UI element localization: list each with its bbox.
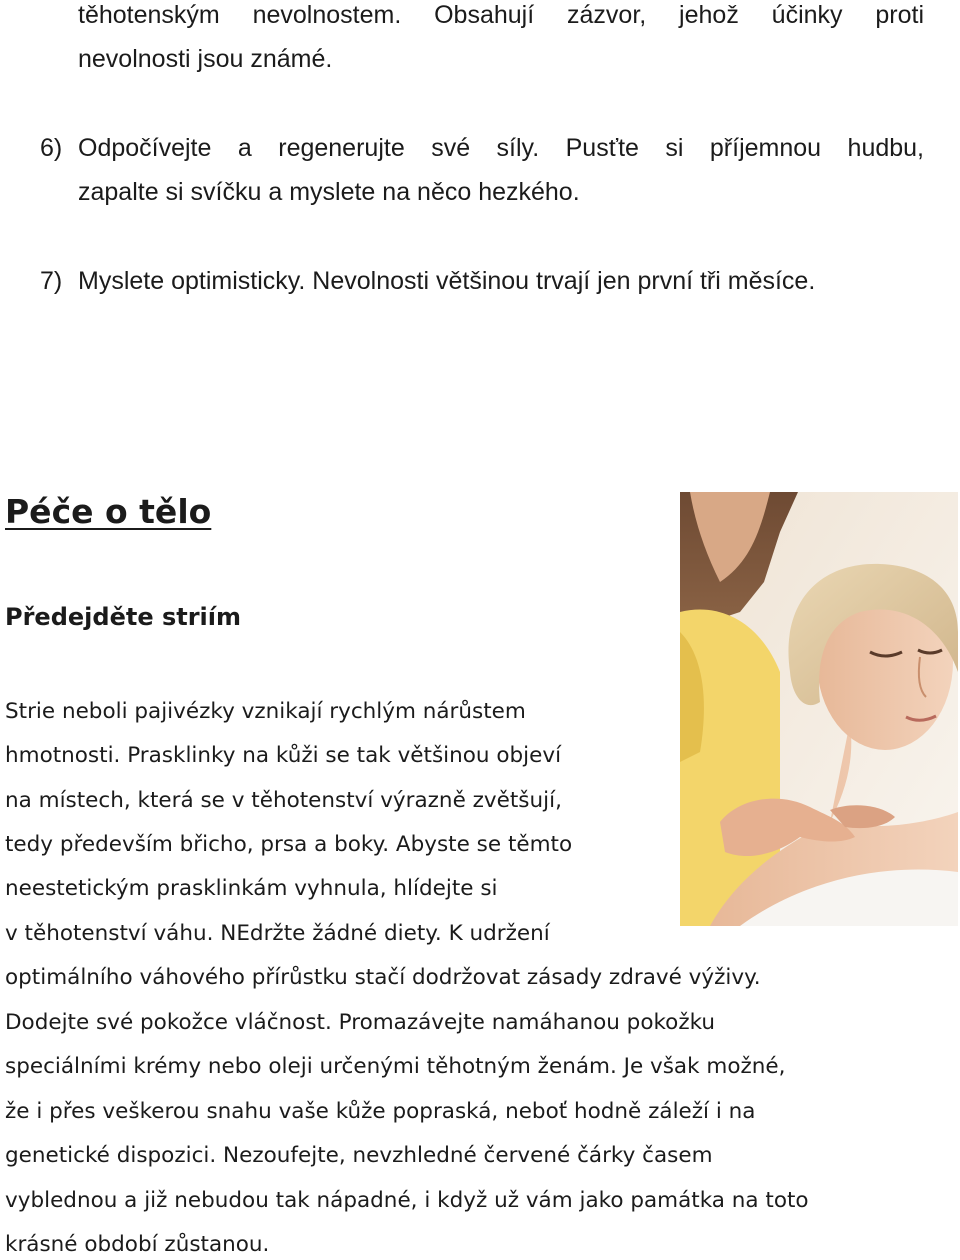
paragraph-line: Strie neboli pajivézky vznikají rychlým nárůstem [5,699,526,724]
section-title: Péče o tělo [5,492,212,531]
massage-photo [680,492,958,926]
paragraph-line: že i přes veškerou snahu vaše kůže popraská, neboť hodně záleží i na [5,1099,756,1124]
paragraph-line: v těhotenství váhu. NEdržte žádné diety. K udržení [5,921,550,946]
paragraph-line: Dodejte své pokožce vláčnost. Promazávejte namáhanou pokožku [5,1010,716,1035]
paragraph-line: optimálního váhového přírůstku stačí dodržovat zásady zdravé výživy. [5,965,761,990]
massage-photo-icon [680,492,958,926]
list-item-6-line-1: Odpočívejte a regenerujte své síly. Pusťte si příjemnou hudbu, [78,134,924,162]
paragraph-line: neestetickým prasklinkám vyhnula, hlídejte si [5,876,498,901]
list-item-6-line-2: zapalte si svíčku a myslete na něco hezkého. [78,178,580,206]
list-item-number-6: 6) [40,134,63,162]
paragraph-line: speciálními krémy nebo oleji určenými těhotným ženám. Je však možné, [5,1054,786,1079]
section-subtitle: Předejděte striím [5,603,242,631]
list-continuation-line-2: nevolnosti jsou známé. [78,45,333,73]
paragraph-line: tedy především břicho, prsa a boky. Abyste se těmto [5,832,573,857]
list-item-number-7: 7) [40,267,63,295]
list-continuation-line-1: těhotenským nevolnostem. Obsahují zázvor, jehož účinky proti [78,1,924,29]
paragraph-line: genetické dispozici. Nezoufejte, nevzhledné červené čárky časem [5,1143,713,1168]
paragraph-line: vyblednou a již nebudou tak nápadné, i když už vám jako památka na toto [5,1188,809,1213]
paragraph-line: krásné období zůstanou. [5,1232,270,1257]
list-item-7-line-1: Myslete optimisticky. Nevolnosti většinou trvají jen první tři měsíce. [78,267,816,295]
paragraph-line: hmotnosti. Prasklinky na kůži se tak většinou objeví [5,743,562,768]
paragraph-line: na místech, která se v těhotenství výrazně zvětšují, [5,788,562,813]
